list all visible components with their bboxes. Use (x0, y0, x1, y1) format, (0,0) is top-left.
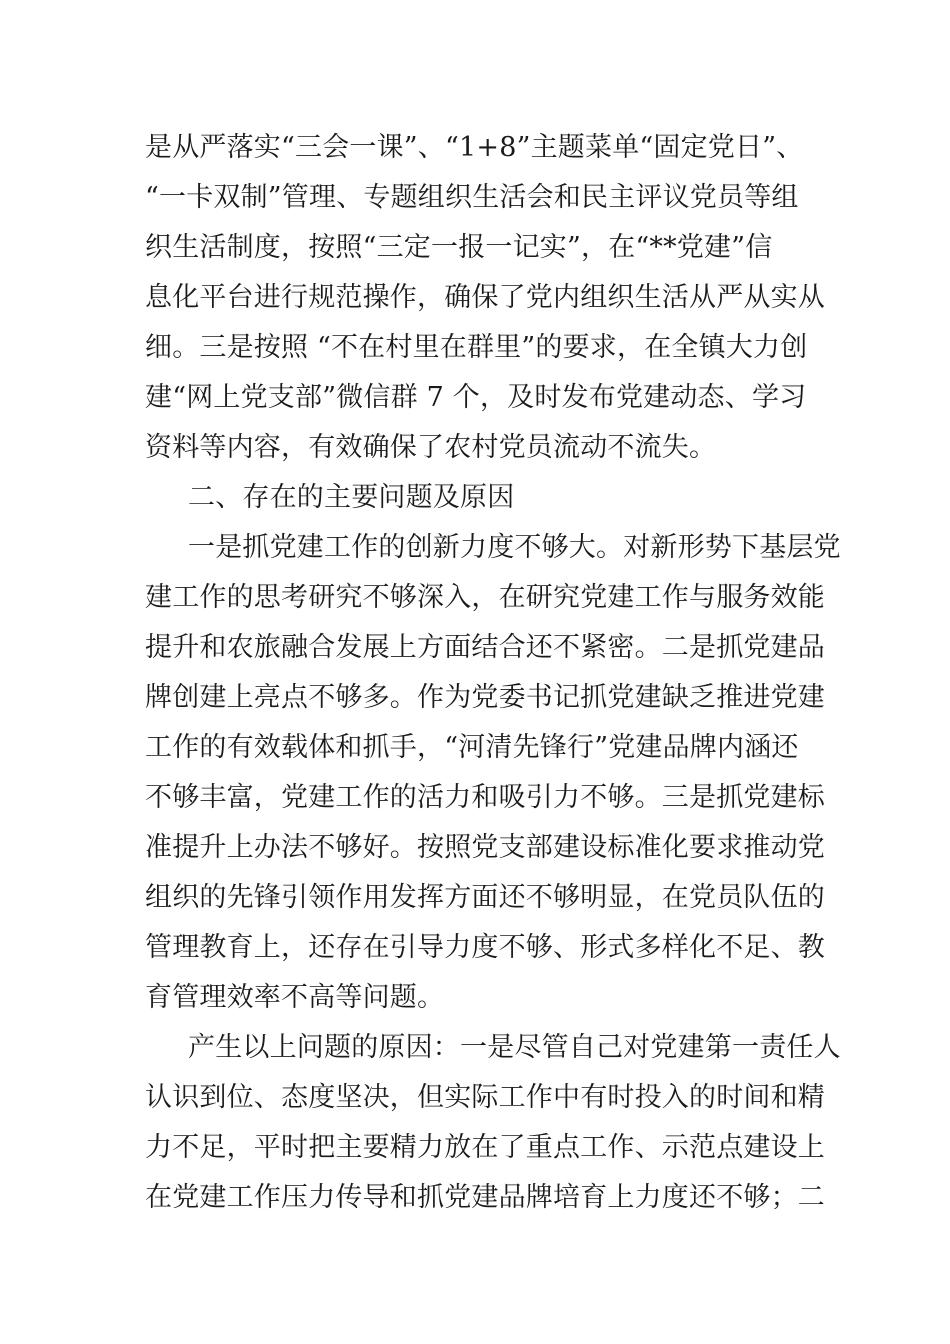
text-line: 细。三是按照 “不在村里在群里”的要求，在全镇大力创 (145, 332, 808, 363)
text-line: 在党建工作压力传导和抓党建品牌培育上力度还不够；二 (145, 1182, 825, 1213)
paragraph-first-line: 一是抓党建工作的创新力度不够大。对新形势下基层党 (188, 532, 841, 563)
text-line: 织生活制度，按照“三定一报一记实”，在“**党建”信 (145, 232, 773, 263)
text-line: 建工作的思考研究不够深入，在研究党建工作与服务效能 (145, 582, 825, 613)
text-line: 牌创建上亮点不够多。作为党委书记抓党建缺乏推进党建 (145, 682, 825, 713)
text-line: 资料等内容，有效确保了农村党员流动不流失。 (145, 432, 717, 463)
paragraph-first-line: 产生以上问题的原因：一是尽管自己对党建第一责任人 (188, 1032, 841, 1063)
text-line: 是从严落实“三会一课”、“1+8”主题菜单“固定党日”、 (145, 132, 804, 163)
text-line: 工作的有效载体和抓手，“河清先锋行”党建品牌内涵还 (145, 732, 799, 763)
text-line: 提升和农旅融合发展上方面结合还不紧密。二是抓党建品 (145, 632, 825, 663)
text-line: 息化平台进行规范操作，确保了党内组织生活从严从实从 (145, 282, 825, 313)
text-line: 认识到位、态度坚决，但实际工作中有时投入的时间和精 (145, 1082, 825, 1113)
text-line: 准提升上办法不够好。按照党支部建设标准化要求推动党 (145, 832, 825, 863)
text-line: “一卡双制”管理、专题组织生活会和民主评议党员等组 (145, 182, 799, 213)
text-line: 组织的先锋引领作用发挥方面还不够明显，在党员队伍的 (145, 882, 825, 913)
section-heading: 二、存在的主要问题及原因 (188, 482, 515, 513)
text-line: 管理教育上，还存在引导力度不够、形式多样化不足、教 (145, 932, 825, 963)
text-line: 建“网上党支部”微信群 7 个，及时发布党建动态、学习 (145, 382, 807, 413)
text-line: 力不足，平时把主要精力放在了重点工作、示范点建设上 (145, 1132, 825, 1163)
text-line: 育管理效率不高等问题。 (145, 982, 445, 1013)
text-line: 不够丰富，党建工作的活力和吸引力不够。三是抓党建标 (145, 782, 825, 813)
